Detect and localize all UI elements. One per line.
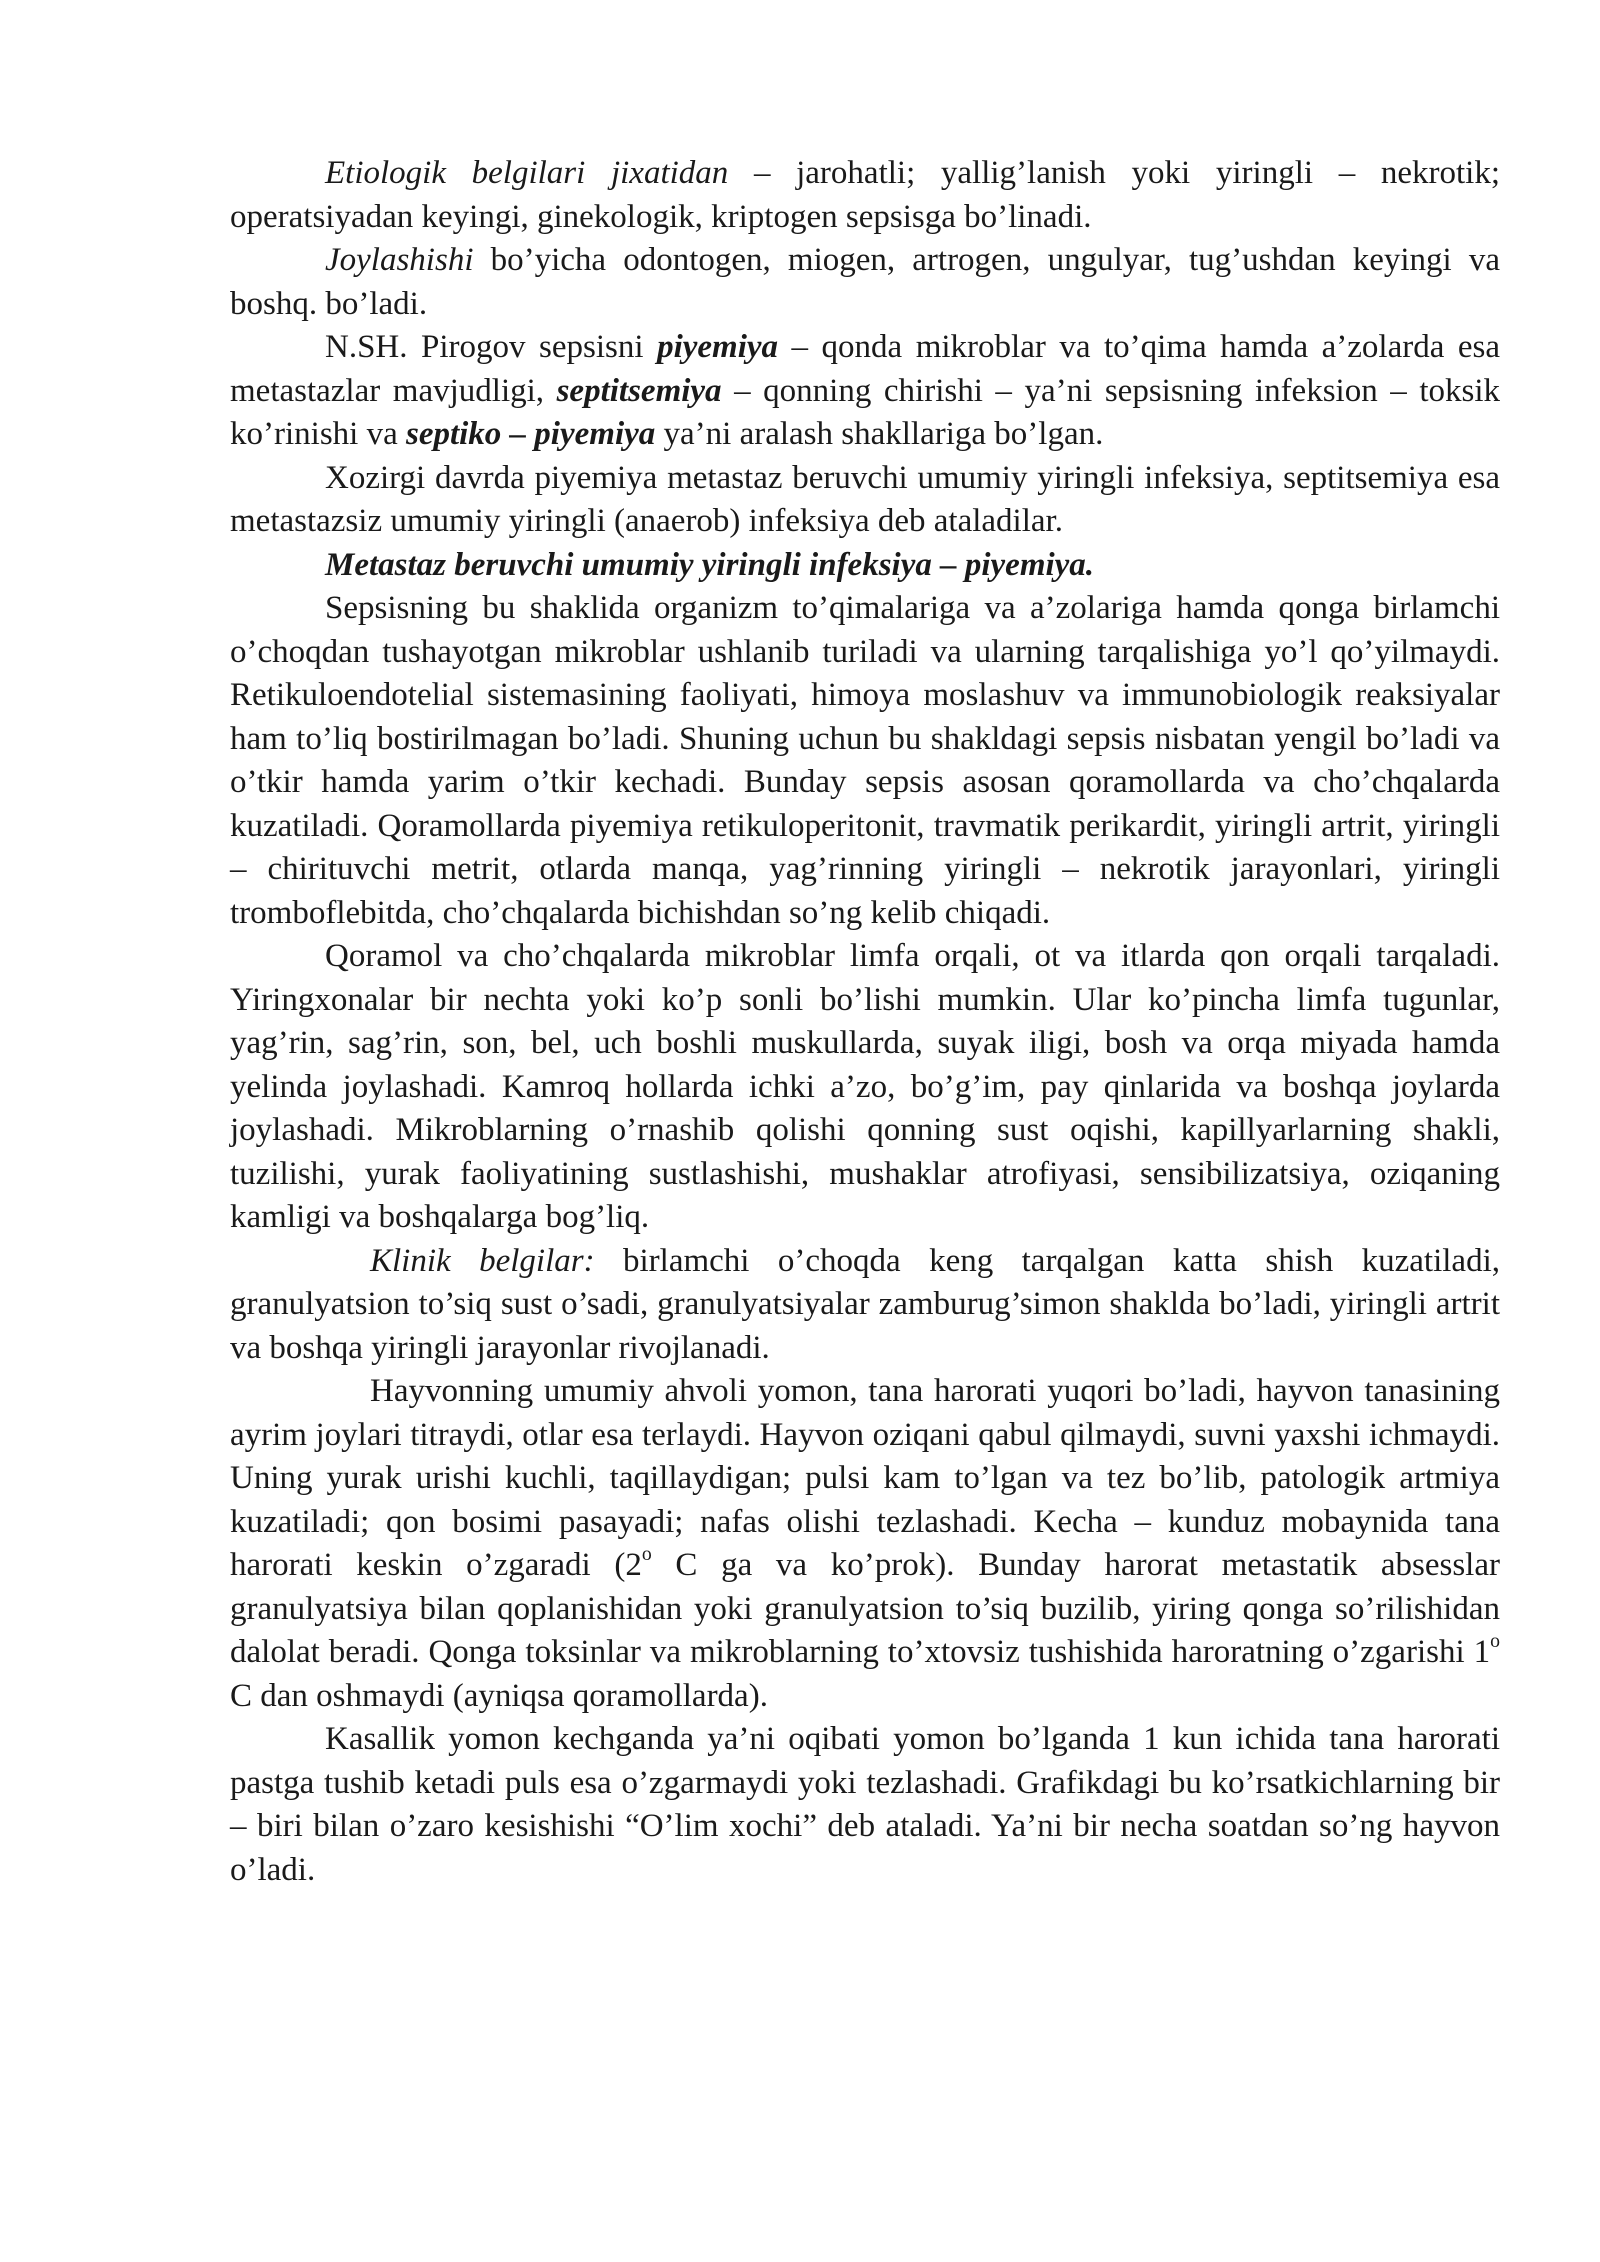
pirogov-text-2: – qonda mikroblar va to’qima hamda a’zolarda esa metastazlar mavjudligi, [230, 329, 1500, 409]
condition-text-1: Hayvonning umumiy ahvoli yomon, tana harorati yuqori bo’ladi, hayvon tanasining ayrim joylari titraydi, otlar esa terlaydi. Hayvon oziqani qabul qilmaydi, suvni yaxshi ichmaydi. Uning yurak urishi kuchli, taqillaydigan; pulsi kam to’lgan va tez bo’lib, patologik artmiya kuzatiladi; qon bosimi pasayadi; nafas olishi tezlashadi. Kecha – kunduz mobaynida tana harorati keskin o’zgaradi (2 [230, 1373, 1500, 1583]
sepsis-form-text: Sepsisning bu shaklida organizm to’qimalariga va a’zolariga hamda qonga birlamchi o’choqdan tushayotgan mikroblar ushlanib turiladi va ularning tarqalishiga yo’l qo’yilmaydi. Retikuloendotelial sistemasining faoliyati, himoya moslashuv va immunobiologik reaksiyalar ham to’liq bostirilmagan bo’ladi. Shuning uchun bu shakldagi sepsis nisbatan yengil bo’ladi va o’tkir hamda yarim o’tkir kechadi. Bunday sepsis asosan qoramollarda va cho’chqalarda kuzatiladi. Qoramollarda piyemiya retikuloperitonit, travmatik perikardit, yiringli artrit, yiringli – chirituvchi metrit, otlarda manqa, yag’rinning yiringli – nekrotik jarayonlari, yiringli tromboflebitda, cho’chqalarda bichishdan so’ng kelib chiqadi. [230, 590, 1500, 931]
paragraph-spread [230, 935, 1500, 1240]
pirogov-text-4: ya’ni aralash shakllariga bo’lgan. [655, 416, 1104, 452]
paragraph-pirogov [230, 326, 1500, 457]
paragraph-sepsis-form [230, 587, 1500, 935]
paragraph-condition [230, 1370, 1500, 1718]
section-heading: Metastaz beruvchi umumiy yiringli infeksiya – piyemiya. [325, 546, 1095, 583]
text-etiology: – jarohatli; yallig’lanish yoki yiringli – nekrotik; operatsiyadan keyingi, ginekologik, kriptogen sepsisga bo’linadi. [230, 155, 1500, 235]
modern-text: Xozirgi davrda piyemiya metastaz beruvchi umumiy yiringli infeksiya, septitsemiya esa metastazsiz umumiy yiringli (anaerob) infeksiya deb ataladilar. [230, 459, 1500, 539]
term-clinical-signs: Klinik belgilar: [370, 1242, 595, 1279]
spread-text: Qoramol va cho’chqalarda mikroblar limfa orqali, ot va itlarda qon orqali tarqaladi. Yiringxonalar bir nechta yoki ko’p sonli bo’lishi mumkin. Ular ko’pincha limfa tugunlar, yag’rin, sag’rin, son, bel, uch boshli muskullarda, suyak iligi, bosh va orqa miyada hamda yelinda joylashadi. Kamroq hollarda ichki a’zo, bo’g’im, pay qinlarida va boshqa joylarda joylashadi. Mikroblarning o’rnashib qolishi qonning sust oqishi, kapillyarlarning shakli, tuzilishi, yurak faoliyatining sustlashishi, mushaklar atrofiyasi, sensibilizatsiya, oziqaning kamligi va boshqalarga bog’liq. [230, 938, 1500, 1235]
clinical-signs-text: birlamchi o’choqda keng tarqalgan katta shish kuzatiladi, granulyatsion to’siq sust o’sadi, granulyatsiyalar zamburug’simon shaklda bo’ladi, yiringli artrit va boshqa yiringli jarayonlar rivojlanadi. [230, 1242, 1500, 1366]
condition-text-2: C ga va ko’prok). Bunday harorat metastatik absesslar granulyatsiya bilan qoplanishidan yoki granulyatsion to’siq buzilib, yiring qonga so’rilishidan dalolat beradi. Qonga toksinlar va mikroblarning to’xtovsiz tushishida haroratning o’zgarishi 1 [230, 1547, 1500, 1670]
document-page [230, 152, 1500, 1892]
term-septitsemiya: septitsemiya [556, 372, 722, 409]
paragraph-clinical-signs [230, 1240, 1500, 1371]
paragraph-location [230, 239, 1500, 326]
degree-sign-2: o [1490, 1630, 1500, 1653]
paragraph-etiology [230, 152, 1500, 239]
pirogov-text-1: N.SH. Pirogov sepsisni [325, 329, 658, 365]
paragraph-outcome [230, 1718, 1500, 1892]
pirogov-text-3: – qonning chirishi – ya’ni sepsisning infeksion – toksik ko’rinishi va [230, 372, 1500, 452]
outcome-text: Kasallik yomon kechganda ya’ni oqibati yomon bo’lganda 1 kun ichida tana harorati pastga tushib ketadi puls esa o’zgarmaydi yoki tezlashadi. Grafikdagi bu ko’rsatkichlarning bir – biri bilan o’zaro kesishishi “O’lim xochi” deb ataladi. Ya’ni bir necha soatdan so’ng hayvon o’ladi. [230, 1721, 1500, 1888]
term-location: Joylashishi [325, 242, 474, 278]
term-etiology: Etiologik belgilari jixatidan [325, 155, 729, 191]
term-septiko-piyemiya: septiko – piyemiya [405, 416, 656, 452]
term-piyemiya: piyemiya [657, 329, 779, 365]
paragraph-modern [230, 457, 1500, 544]
degree-sign-1: o [641, 1543, 652, 1566]
condition-text-3: C dan oshmaydi (ayniqsa qoramollarda). [230, 1677, 768, 1714]
text-location: bo’yicha odontogen, miogen, artrogen, ungulyar, tug’ushdan keyingi va boshq. bo’ladi. [230, 242, 1500, 322]
